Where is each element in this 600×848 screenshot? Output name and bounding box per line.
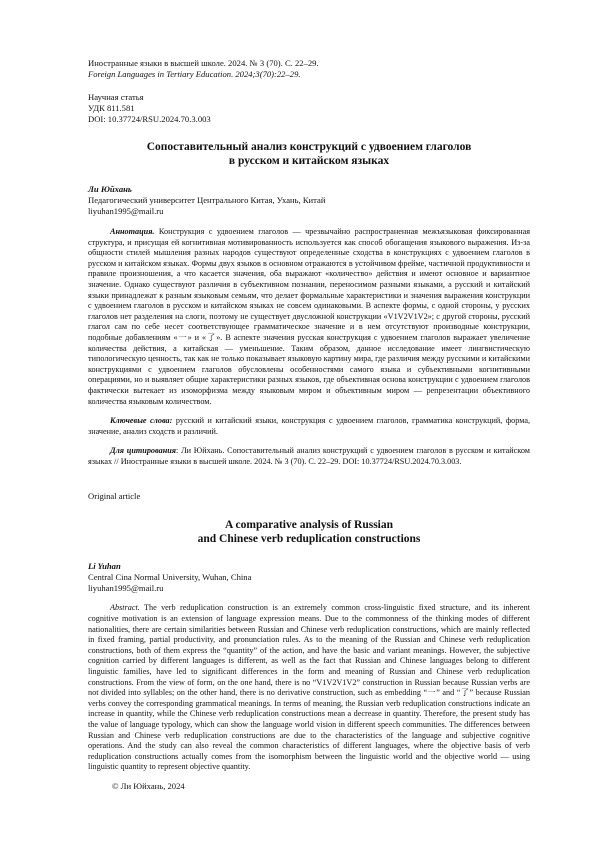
ru-citation-label: Для цитирования	[110, 446, 177, 456]
en-author-block	[88, 561, 530, 594]
ru-affiliation: Педагогический университет Центрального Китая, Ухань, Китай	[88, 195, 326, 205]
en-author: Li Yuhan	[88, 561, 121, 572]
article-type-ru: Научная статья	[88, 92, 144, 102]
ru-abstract-text: Конструкция с удвоением глаголов — чрезвычайно распространенная межъязыковая фиксированная структура, и присущая ей когнитивная мотивированность используется как способ обогащения языкового выражения. Из-за общности стилей мышления разных народов существуют определенные сходства в конструкциях с удвоением глаголов в русском и китайском языках. Формы двух языков в основном отражаются в устойчивом фрейме, частичной продуктивности и правиле произношения, а что касается значения, оба выражают «количество» действия и имеют основное и вариантное значение. Однако существуют различия в субъективном познании, переносимом разными языками, а русский и китайский языки принадлежат к разным языковым семьям, что делает формальные характеристики и значения выражения конструкции с удвоением глаголов в русском и китайском языках не совсем одинаковыми. В аспекте формы, с одной стороны, у русских глаголов нет разделения на слоги, поэтому не существует двусложной конструкции «V1V2V1V2»; с другой стороны, русский глагол сам по себе несет соответствующее грамматическое значение и в нем отсутствуют производные конструкции, подобные добавлениям «一» и «了». В аспекте значения русская конструкция с удвоением глаголов выражает увеличение количества действия, а китайская — уменьшение. Таким образом, данное исследование имеет лингвистическую типологическую ценность, так как не только показывает языковую картину мира, где различия между русскими и китайскими конструкциями с удвоением глаголов обусловлены особенностями самого языка и субъективными когнитивными операциями, но и выявляет общие характеристики разных языков, где объективная основа конструкции с удвоением глаголов фактически вытекает из изоморфизма между языковым миром и объективным миром — репрезентации объективного количества языковым количеством.	[88, 227, 531, 406]
doi: DOI: 10.37724/RSU.2024.70.3.003	[88, 114, 211, 124]
en-abstract-text: The verb reduplication construction is an extremely common cross-linguistic fixed structure, and its inherent cognitive motivation is an extension of language expression means. Due to the commonness of the thinking modes of different nationalities, there are certain similarities between Russian and Chinese verb reduplication constructions, which are mainly reflected in fixed framing, partial productivity, and pronunciation rules. As to the meaning of the Russian and Chinese verb reduplication constructions, both of them express the “quantity” of the action, and have the basic and variant meanings. However, the subjective cognition carried by different languages is different, as well as the fact that Russian and Chinese languages belong to different linguistic families, have led to significant differences in the form and meaning of Russian and Chinese verb reduplication constructions. From the view of form, on the one hand, there is no “V1V2V1V2” construction in Russian because Russian verbs are not divided into syllables; on the other hand, there is no derivative construction, such as embedding “一” and “了” because Russian verbs convey the corresponding grammatical meanings. In terms of meaning, the Russian verb reduplication constructions indicate an increase in quantity, while the Chinese verb reduplication constructions mean a decrease in quantity. Therefore, the present study has the value of language typology, which can show the language world vision in different speech communities. The differences between Russian and Chinese verb reduplication constructions are due to the characteristics of the language and subjective cognitive operations. And the study can also reveal the common characteristics of different languages, where the objective basis of verb reduplication constructions actually comes from the isomorphism between the linguistic world and the objective world — using linguistic quantity to represent objective quantity.	[88, 603, 530, 772]
article-meta	[88, 92, 530, 125]
journal-header	[88, 58, 530, 80]
ru-keywords	[88, 416, 530, 437]
en-article-type	[88, 491, 530, 502]
ru-abstract-label: Аннотация.	[110, 227, 155, 236]
copyright	[88, 781, 530, 792]
en-title	[88, 518, 530, 546]
ru-keywords-text: русский и китайский языки, конструкция с удвоением глаголов, грамматика конструкций, форма, значение, анализ сходств и различий.	[88, 416, 531, 436]
en-affiliation: Central Cina Normal University, Wuhan, China	[88, 572, 252, 583]
copyright-text: © Ли Юйхань, 2024	[112, 780, 185, 791]
ru-author: Ли Юйхань	[88, 184, 132, 194]
paper-page	[88, 58, 530, 792]
en-title-line2: and Chinese verb reduplication constructions	[197, 533, 421, 546]
ru-title	[88, 140, 530, 168]
ru-keywords-label: Ключевые слова:	[110, 416, 173, 426]
udc-code: УДК 811.581	[88, 103, 135, 113]
ru-title-line1: Сопоставительный анализ конструкций с удвоением глаголов	[146, 141, 472, 153]
en-email: liyuhan1995@mail.ru	[88, 583, 164, 594]
journal-ru-line: Иностранные языки в высшей школе. 2024. № 3 (70). С. 22–29.	[88, 58, 319, 68]
ru-citation	[88, 446, 530, 467]
ru-title-line2: в русском и китайском языках	[228, 155, 390, 167]
en-title-line1: A comparative analysis of Russian	[224, 519, 394, 532]
en-abstract-label: Abstract.	[110, 603, 140, 613]
ru-author-block	[88, 184, 530, 217]
ru-citation-text: : Ли Юйхань. Сопоставительный анализ конструкций с удвоением глаголов в русском и китайском языках // Иностранные языки в высшей школе. 2024. № 3 (70). С. 22–29. DOI: 10.37724/RSU.2024.70.3.003.	[88, 446, 530, 466]
ru-abstract	[88, 227, 530, 407]
journal-en-line: Foreign Languages in Tertiary Education. 2024;3(70):22–29.	[88, 69, 301, 79]
ru-email: liyuhan1995@mail.ru	[88, 206, 164, 216]
en-type: Original article	[88, 491, 141, 502]
en-abstract	[88, 603, 530, 773]
